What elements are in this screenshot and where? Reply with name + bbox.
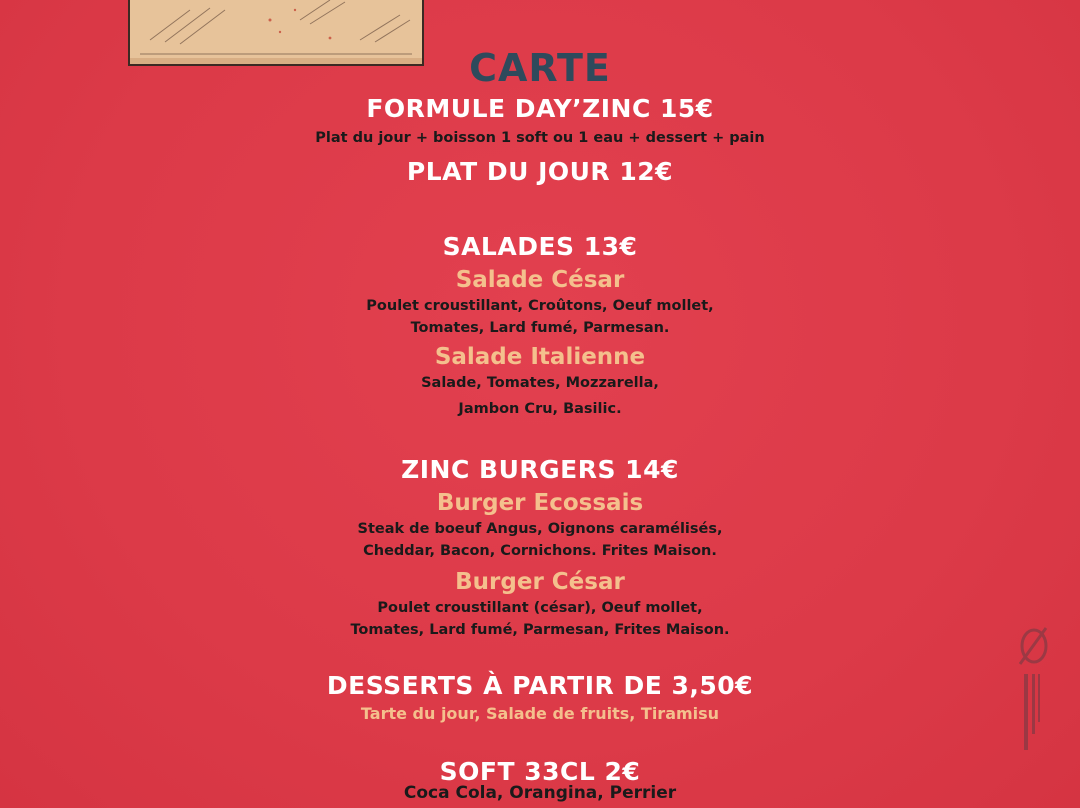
burger-ecossais-line-1: Steak de boeuf Angus, Oignons caramélisés,: [357, 521, 723, 537]
burger-cesar-name: Burger César: [455, 569, 625, 595]
salade-italienne-line-2: Jambon Cru, Basilic.: [458, 401, 622, 417]
menu-title: CARTE: [469, 46, 611, 90]
salade-cesar-line-2: Tomates, Lard fumé, Parmesan.: [410, 320, 670, 336]
desserts-description: Tarte du jour, Salade de fruits, Tiramisu: [360, 704, 720, 723]
salade-cesar-line-1: Poulet croustillant, Croûtons, Oeuf mollet,: [366, 298, 714, 314]
salade-italienne-line-1: Salade, Tomates, Mozzarella,: [421, 375, 659, 391]
burger-cesar-line-1: Poulet croustillant (césar), Oeuf mollet,: [377, 600, 703, 616]
burgers-heading: ZINC BURGERS 14€: [401, 455, 679, 484]
watermark-logo-icon: [1012, 620, 1052, 760]
plat-du-jour-heading: PLAT DU JOUR 12€: [406, 157, 674, 186]
salade-italienne-name: Salade Italienne: [434, 344, 646, 370]
burger-ecossais-name: Burger Ecossais: [436, 490, 644, 516]
formule-heading: FORMULE DAY’ZINC 15€: [366, 94, 714, 123]
soft-heading: SOFT 33CL 2€: [439, 757, 641, 786]
desserts-heading: DESSERTS À PARTIR DE 3,50€: [326, 671, 754, 700]
formule-description: Plat du jour + boisson 1 soft ou 1 eau + dessert + pain: [315, 130, 765, 146]
salades-heading: SALADES 13€: [442, 232, 638, 261]
burger-ecossais-line-2: Cheddar, Bacon, Cornichons. Frites Maison.: [363, 543, 717, 559]
salade-cesar-name: Salade César: [455, 267, 625, 293]
soft-description: Coca Cola, Orangina, Perrier: [403, 783, 677, 803]
burger-cesar-line-2: Tomates, Lard fumé, Parmesan, Frites Maison.: [350, 622, 730, 638]
